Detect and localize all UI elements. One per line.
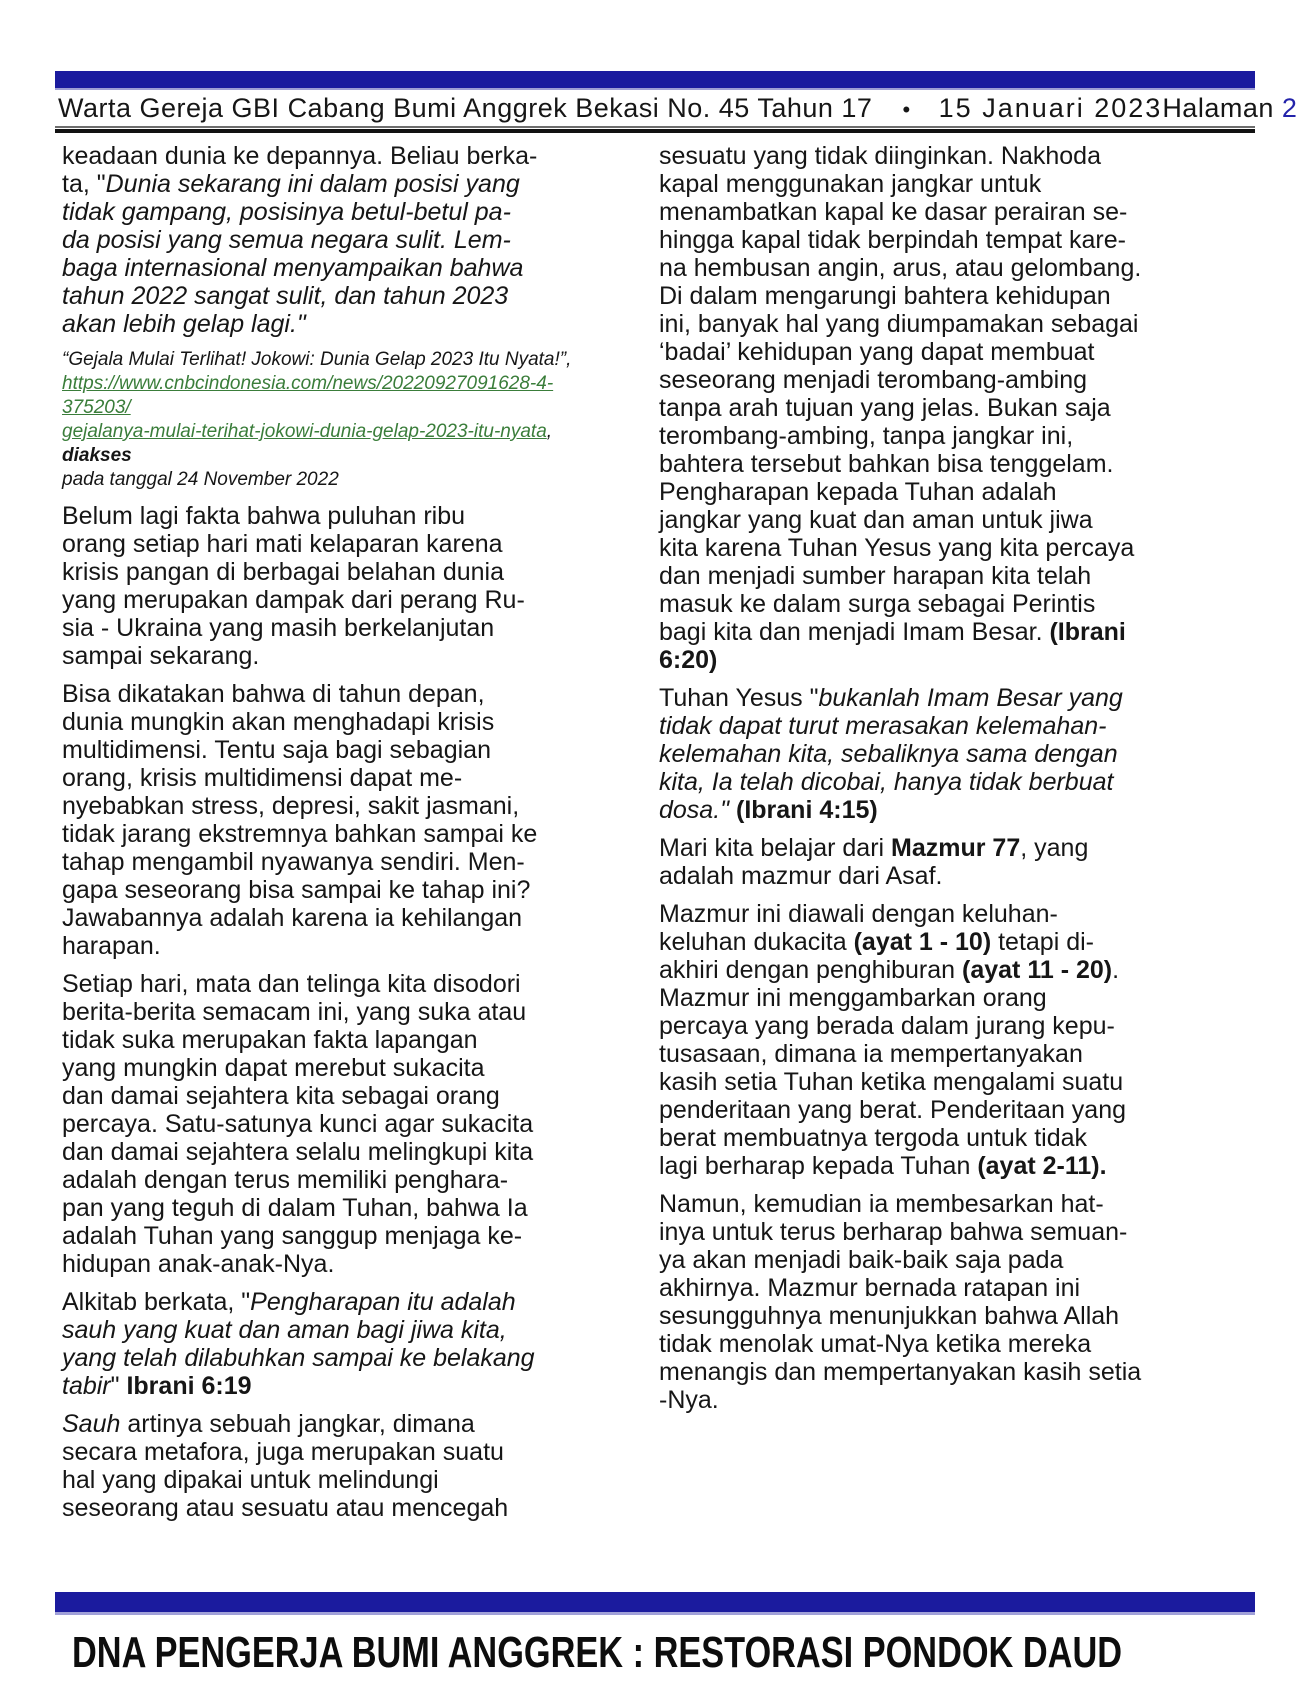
text-segment: diakses — [62, 445, 132, 466]
text-segment: kelemahan kita, sebaliknya sama dengan — [659, 740, 1118, 768]
page-number: 2 — [1281, 93, 1298, 123]
text-segment: kasih setia Tuhan ketika mengalami suatu — [659, 1068, 1124, 1096]
text-segment: pada tanggal 24 November 2022 — [62, 469, 339, 490]
text-segment: ini, banyak hal yang diumpamakan sebagai — [659, 310, 1139, 338]
text-segment: yang mungkin dapat merebut sukacita — [62, 1054, 485, 1082]
text-segment: keluhan dukacita — [659, 928, 854, 956]
text-segment: sia - Ukraina yang masih berkelanjutan — [62, 614, 495, 642]
text-segment: kapal menggunakan jangkar untuk — [659, 170, 1042, 198]
text-segment: menangis dan mempertanyakan kasih setia — [659, 1358, 1142, 1386]
text-segment: Tuhan Yesus " — [659, 684, 819, 712]
text-segment: seseorang menjadi terombang-ambing — [659, 366, 1088, 394]
text-segment: (Ibrani 4:15) — [736, 796, 878, 824]
text-segment: Pengharapan itu adalah — [250, 1288, 516, 1316]
paragraph — [659, 1190, 1255, 1414]
text-segment: Belum lagi fakta bahwa puluhan ribu — [62, 502, 466, 530]
text-segment: bukanlah Imam Besar yang — [818, 684, 1123, 712]
text-segment: dunia mungkin akan menghadapi krisis — [62, 708, 495, 736]
text-segment: menambatkan kapal ke dasar perairan se- — [659, 198, 1128, 226]
page-indicator — [1162, 93, 1297, 124]
text-segment: ya akan menjadi baik-baik saja pada — [659, 1246, 1064, 1274]
text-segment: akhiri dengan penghiburan — [659, 956, 963, 984]
text-segment: 6:20) — [659, 646, 718, 674]
text-segment: lagi berharap kepada Tuhan — [659, 1152, 978, 1180]
text-segment: (ayat 2-11). — [977, 1152, 1107, 1180]
text-segment: Namun, kemudian ia membesarkan hat- — [659, 1190, 1104, 1218]
text-segment: percaya. Satu-satunya kunci agar sukacita — [62, 1110, 534, 1138]
footer-slogan: DNA PENGERJA BUMI ANGGREK : RESTORASI PONDOK DAUD — [72, 1628, 1123, 1677]
text-segment: Ibrani 6:19 — [126, 1372, 252, 1400]
text-segment: sampai sekarang. — [62, 642, 260, 670]
text-segment: sesuatu yang tidak diinginkan. Nakhoda — [659, 142, 1101, 170]
text-segment: baga internasional menyampaikan bahwa — [62, 254, 524, 282]
text-segment: masuk ke dalam surga sebagai Perintis — [659, 590, 1096, 618]
paragraph — [62, 502, 607, 670]
text-segment: Bisa dikatakan bahwa di tahun depan, — [62, 680, 485, 708]
text-segment: tidak gampang, posisinya betul-betul pa- — [62, 198, 511, 226]
text-segment: da posisi yang semua negara sulit. Lem- — [62, 226, 511, 254]
paragraph — [62, 1288, 607, 1400]
text-segment: jangkar yang kuat dan aman untuk jiwa — [659, 506, 1093, 534]
paragraph — [62, 142, 607, 338]
text-segment: " — [110, 1372, 127, 1400]
paragraph — [62, 680, 607, 960]
text-segment: -Nya. — [659, 1386, 719, 1414]
text-segment: “Gejala Mulai Terlihat! Jokowi: Dunia Gelap 2023 Itu Nyata!”, — [62, 349, 572, 370]
text-segment: (ayat 1 - 10) — [853, 928, 992, 956]
text-segment: tusasaan, dimana ia mempertanyakan — [659, 1040, 1083, 1068]
source-citation — [62, 348, 607, 492]
text-segment: tidak jarang ekstremnya bahkan sampai ke — [62, 820, 538, 848]
top-accent-bar — [55, 71, 1255, 90]
text-segment: berat membuatnya tergoda untuk tidak — [659, 1124, 1088, 1152]
paragraph — [659, 834, 1255, 890]
text-segment: Sauh — [62, 1410, 121, 1438]
paragraph — [659, 684, 1255, 824]
text-segment: hidupan anak-anak-Nya. — [62, 1250, 335, 1278]
text-segment: tidak suka merupakan fakta lapangan — [62, 1026, 478, 1054]
text-segment: tahap mengambil nyawanya sendiri. Men- — [62, 848, 525, 876]
text-segment: sesungguhnya menunjukkan bahwa Allah — [659, 1302, 1120, 1330]
text-segment: Di dalam mengarungi bahtera kehidupan — [659, 282, 1111, 310]
text-segment: krisis pangan di berbagai belahan dunia — [62, 558, 504, 586]
text-segment: Setiap hari, mata dan telinga kita disodori — [62, 970, 521, 998]
text-segment: berita-berita semacam ini, yang suka atau — [62, 998, 527, 1026]
text-segment: adalah Tuhan yang sanggup menjaga ke- — [62, 1222, 523, 1250]
text-segment: kita, Ia telah dicobai, hanya tidak berbuat — [659, 768, 1114, 796]
text-segment: terombang-ambing, tanpa jangkar ini, — [659, 422, 1074, 450]
bottom-accent-bar — [55, 1592, 1255, 1615]
text-segment: akhirnya. Mazmur bernada ratapan ini — [659, 1274, 1081, 1302]
page-header — [58, 93, 1298, 124]
citation-link[interactable]: https://www.cnbcindonesia.com/news/20220927091628-4-375203/ — [62, 373, 554, 418]
text-segment: ‘badai’ kehidupan yang dapat membuat — [659, 338, 1095, 366]
text-segment: Jawabannya adalah karena ia kehilangan — [62, 904, 523, 932]
paragraph — [62, 1410, 607, 1522]
text-segment: seseorang atau sesuatu atau mencegah — [62, 1494, 509, 1522]
text-segment: Mazmur ini menggambarkan orang — [659, 984, 1047, 1012]
text-segment: ta, " — [62, 170, 106, 198]
text-segment: tidak dapat turut merasakan kelemahan- — [659, 712, 1107, 740]
text-segment: tanpa arah tujuan yang jelas. Bukan saja — [659, 394, 1111, 422]
text-segment: secara metafora, juga merupakan suatu — [62, 1438, 504, 1466]
citation-link[interactable]: gejalanya-mulai-terihat-jokowi-dunia-gelap-2023-itu-nyata — [62, 421, 547, 442]
text-segment: (ayat 11 - 20) — [962, 956, 1113, 984]
column-left — [62, 142, 607, 1532]
text-segment: sauh yang kuat dan aman bagi jiwa kita, — [62, 1316, 507, 1344]
issue-date: 15 Januari 2023 — [938, 93, 1163, 123]
text-segment: adalah mazmur dari Asaf. — [659, 862, 943, 890]
text-segment: orang setiap hari mati kelaparan karena — [62, 530, 503, 558]
text-segment: tahun 2022 sangat sulit, dan tahun 2023 — [62, 282, 509, 310]
text-segment: hal yang dipakai untuk melindungi — [62, 1466, 439, 1494]
text-segment: nyebabkan stress, depresi, sakit jasmani, — [62, 792, 520, 820]
text-segment: Mazmur ini diawali dengan keluhan- — [659, 900, 1058, 928]
paragraph — [62, 970, 607, 1278]
text-segment: keadaan dunia ke depannya. Beliau berka- — [62, 142, 538, 170]
text-segment: harapan. — [62, 932, 161, 960]
paragraph — [659, 900, 1255, 1180]
text-segment: Mari kita belajar dari — [659, 834, 892, 862]
header-divider — [55, 126, 1255, 133]
text-segment: Mazmur 77 — [891, 834, 1021, 862]
text-segment: gapa seseorang bisa sampai ke tahap ini? — [62, 876, 531, 904]
text-segment: Dunia sekarang ini dalam posisi yang — [105, 170, 520, 198]
text-segment: inya untuk terus berharap bahwa semuan- — [659, 1218, 1128, 1246]
text-segment: penderitaan yang berat. Penderitaan yang — [659, 1096, 1127, 1124]
text-segment: dosa." — [659, 796, 730, 824]
text-segment — [729, 796, 736, 824]
text-segment: . — [1112, 956, 1120, 984]
text-segment: dan menjadi sumber harapan kita telah — [659, 562, 1092, 590]
text-segment: , — [546, 421, 553, 442]
text-segment: bahtera tersebut bahkan bisa tenggelam. — [659, 450, 1114, 478]
text-segment: yang telah dilabuhkan sampai ke belakang — [62, 1344, 535, 1372]
text-segment: tidak menolak umat-Nya ketika mereka — [659, 1330, 1092, 1358]
text-segment: adalah dengan terus memiliki penghara- — [62, 1166, 509, 1194]
header-bullet: • — [902, 97, 911, 122]
text-segment: bagi kita dan menjadi Imam Besar. — [659, 618, 1050, 646]
text-segment: Pengharapan kepada Tuhan adalah — [659, 478, 1057, 506]
text-segment: tabir — [62, 1372, 111, 1400]
paragraph — [659, 142, 1255, 674]
text-segment: tetapi di- — [991, 928, 1094, 956]
text-segment: artinya sebuah jangkar, dimana — [120, 1410, 475, 1438]
article-body — [62, 142, 1255, 1532]
text-segment: akan lebih gelap lagi." — [62, 310, 306, 338]
text-segment: dan damai sejahtera kita sebagai orang — [62, 1082, 500, 1110]
newsletter-title: Warta Gereja GBI Cabang Bumi Anggrek Bekasi No. 45 Tahun 17 — [58, 93, 873, 123]
text-segment: yang merupakan dampak dari perang Ru- — [62, 586, 525, 614]
text-segment: percaya yang berada dalam jurang kepu- — [659, 1012, 1115, 1040]
text-segment: na hembusan angin, arus, atau gelombang. — [659, 254, 1142, 282]
text-segment: orang, krisis multidimensi dapat me- — [62, 764, 463, 792]
page-label: Halaman — [1162, 93, 1274, 123]
text-segment: kita karena Tuhan Yesus yang kita percaya — [659, 534, 1135, 562]
text-segment: , yang — [1020, 834, 1089, 862]
text-segment: hingga kapal tidak berpindah tempat kare- — [659, 226, 1126, 254]
text-segment: dan damai sejahtera selalu melingkupi kita — [62, 1138, 534, 1166]
text-segment: pan yang teguh di dalam Tuhan, bahwa Ia — [62, 1194, 528, 1222]
text-segment: Alkitab berkata, " — [62, 1288, 251, 1316]
column-right — [659, 142, 1255, 1532]
text-segment: multidimensi. Tentu saja bagi sebagian — [62, 736, 491, 764]
text-segment: (Ibrani — [1049, 618, 1126, 646]
